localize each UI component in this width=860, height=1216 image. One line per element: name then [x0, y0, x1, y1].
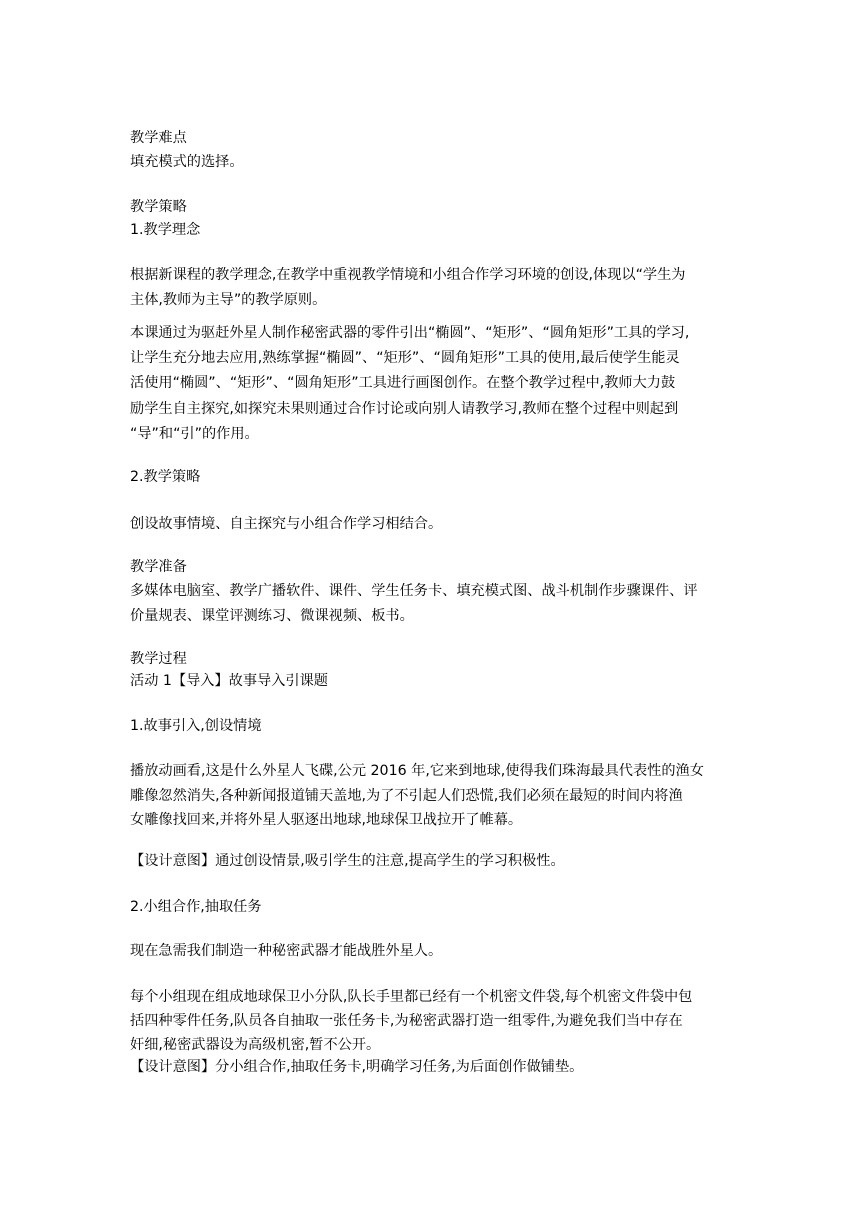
concept-para-line: 根据新课程的教学理念,在教学中重视教学情境和小组合作学习环境的创设,体现以“学生为 — [130, 267, 686, 283]
story-para-line: 女雕像找回来,并将外星人驱逐出地球,地球保卫战拉开了帷幕。 — [130, 812, 523, 828]
story-para-line: 雕像忽然消失,各种新闻报道铺天盖地,为了不引起人们恐慌,我们必须在最短的时间内将渔 — [130, 788, 683, 804]
story-heading: 1.故事引入,创设情境 — [130, 718, 262, 734]
group-para-line: 每个小组现在组成地球保卫小分队,队长手里都已经有一个机密文件袋,每个机密文件袋中包 — [130, 989, 693, 1005]
lesson-para-line: 活使用“椭圆”、“矩形”、“圆角矩形”工具进行画图创作。在整个教学过程中,教师大力鼓 — [130, 375, 676, 391]
story-para-line: 播放动画看,这是什么外星人飞碟,公元 2016 年,它来到地球,使得我们珠海最具代表性的渔女 — [130, 763, 704, 779]
group-para-line: 奸细,秘密武器设为高级机密,暂不公开。 — [130, 1037, 381, 1053]
design-intent-1: 【设计意图】通过创设情景,吸引学生的注意,提高学生的学习积极性。 — [130, 853, 565, 869]
concept-para-line: 主体,教师为主导”的教学原则。 — [130, 292, 327, 308]
prep-para-line: 价量规表、课堂评测练习、微课视频、板书。 — [130, 608, 414, 624]
prep-para-line: 多媒体电脑室、教学广播软件、课件、学生任务卡、填充模式图、战斗机制作步骤课件、评 — [130, 583, 698, 599]
group-heading: 2.小组合作,抽取任务 — [130, 899, 262, 915]
strategy-heading: 教学策略 — [130, 199, 187, 215]
difficulty-heading: 教学难点 — [130, 130, 187, 146]
strategy2-heading: 2.教学策略 — [130, 469, 201, 485]
concept-heading: 1.教学理念 — [130, 222, 201, 238]
lesson-para-line: 励学生自主探究,如探究未果则通过合作讨论或向别人请教学习,教师在整个过程中则起到 — [130, 401, 679, 417]
difficulty-text: 填充模式的选择。 — [130, 154, 244, 170]
design-intent-2: 【设计意图】分小组合作,抽取任务卡,明确学习任务,为后面创作做铺垫。 — [130, 1059, 584, 1075]
lesson-para-line: “导”和“引”的作用。 — [130, 426, 259, 442]
group-para-line: 括四种零件任务,队员各自抽取一张任务卡,为秘密武器打造一组零件,为避免我们当中存在 — [130, 1013, 683, 1029]
process-heading: 教学过程 — [130, 651, 187, 667]
activity1-heading: 活动 1【导入】故事导入引课题 — [130, 673, 328, 689]
strategy2-text: 创设故事情境、自主探究与小组合作学习相结合。 — [130, 516, 443, 532]
urgent-text: 现在急需我们制造一种秘密武器才能战胜外星人。 — [130, 943, 443, 959]
prep-heading: 教学准备 — [130, 559, 187, 575]
lesson-para-line: 让学生充分地去应用,熟练掌握“椭圆”、“矩形”、“圆角矩形”工具的使用,最后使学生能灵 — [130, 350, 680, 366]
lesson-para-line: 本课通过为驱赶外星人制作秘密武器的零件引出“椭圆”、“矩形”、“圆角矩形”工具的学习, — [130, 325, 690, 341]
